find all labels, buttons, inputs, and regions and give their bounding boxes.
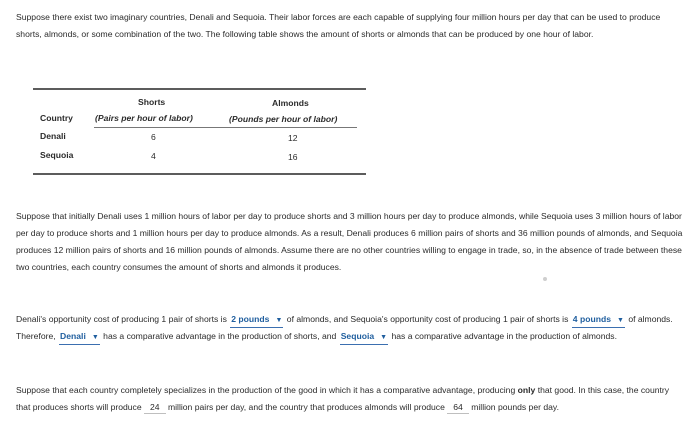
almonds-advantage-value: Sequoia (340, 331, 375, 341)
table-top-rule (33, 88, 366, 90)
header-shorts-unit: (Pairs per hour of labor) (95, 113, 193, 123)
mouse-cursor-icon (543, 277, 547, 281)
q2-text-2: that good. In this case, the country that produces shorts will produce (16, 385, 670, 412)
chevron-down-icon: ▼ (380, 334, 388, 341)
almonds-advantage-dropdown[interactable] (340, 330, 388, 345)
row-denali-shorts: 6 (151, 132, 156, 142)
q1-text-5: has a comparative advantage in the production of almonds. (391, 331, 617, 341)
q1-text-1: Denali's opportunity cost of producing 1 pair of shorts is (16, 314, 227, 324)
q1-text-3: of almonds. Therefore, (16, 314, 673, 341)
almonds-amount-input[interactable]: 64 (447, 401, 469, 414)
header-almonds-unit: (Pounds per hour of labor) (229, 114, 338, 124)
scenario-paragraph: Suppose that initially Denali uses 1 million hours of labor per day to produce shorts and 3 million hours per day to produce almonds, while Sequoia uses 3 million hours of labor per day to produce shorts and 1 million hours per day to produce almonds. As a result, Denali produces 6 million pairs of shorts and 36 million pounds of almonds, and Sequoia produces 12 million pairs of shorts and 16 million pounds of almonds. Assume there are no other countries willing to engage in trade, so, in the absence of trade between these two countries, each country consumes the amount of shorts and almonds it produces. (16, 211, 683, 272)
sequoia-cost-dropdown[interactable] (572, 313, 625, 328)
intro-paragraph: Suppose there exist two imaginary countries, Denali and Sequoia. Their labor forces are each capable of supplying four million hours per day that can be used to produce shorts, almonds, or some combination of the two. The following table shows the amount of shorts or almonds that can be produced by one hour of labor. (16, 12, 661, 39)
denali-cost-value: 2 pounds (231, 314, 270, 324)
production-table (33, 88, 366, 178)
q2-bold-only: only (517, 385, 536, 395)
shorts-advantage-dropdown[interactable] (59, 330, 100, 345)
shorts-amount-input[interactable]: 24 (144, 401, 166, 414)
row-sequoia-shorts: 4 (151, 151, 156, 161)
chevron-down-icon: ▼ (616, 317, 624, 324)
q2-text-3: million pairs per day, and the country that produces almonds will produce (167, 401, 445, 412)
denali-cost-dropdown[interactable] (230, 313, 283, 328)
q1-text-2: of almonds, and Sequoia's opportunity cost of producing 1 pair of shorts is (286, 314, 569, 324)
opportunity-cost-question (16, 311, 684, 345)
table-header-rule (94, 127, 357, 128)
q2-text-1: Suppose that each country completely specializes in the production of the good in which it has a comparative advantage, producing (16, 385, 516, 395)
shorts-advantage-value: Denali (60, 331, 86, 341)
q1-text-4: has a comparative advantage in the production of shorts, and (103, 331, 337, 341)
chevron-down-icon: ▼ (275, 317, 283, 324)
specialization-question (16, 382, 684, 415)
header-shorts: Shorts (138, 97, 166, 107)
row-sequoia-almonds: 16 (288, 152, 298, 162)
sequoia-cost-value: 4 pounds (572, 314, 611, 324)
chevron-down-icon: ▼ (91, 334, 99, 341)
q2-text-4: million pounds per day. (471, 401, 559, 412)
table-bottom-rule (33, 173, 366, 175)
header-almonds: Almonds (272, 98, 309, 108)
row-denali-country: Denali (40, 131, 66, 141)
header-country: Country (40, 113, 73, 123)
row-sequoia-country: Sequoia (40, 150, 74, 160)
row-denali-almonds: 12 (288, 133, 298, 143)
